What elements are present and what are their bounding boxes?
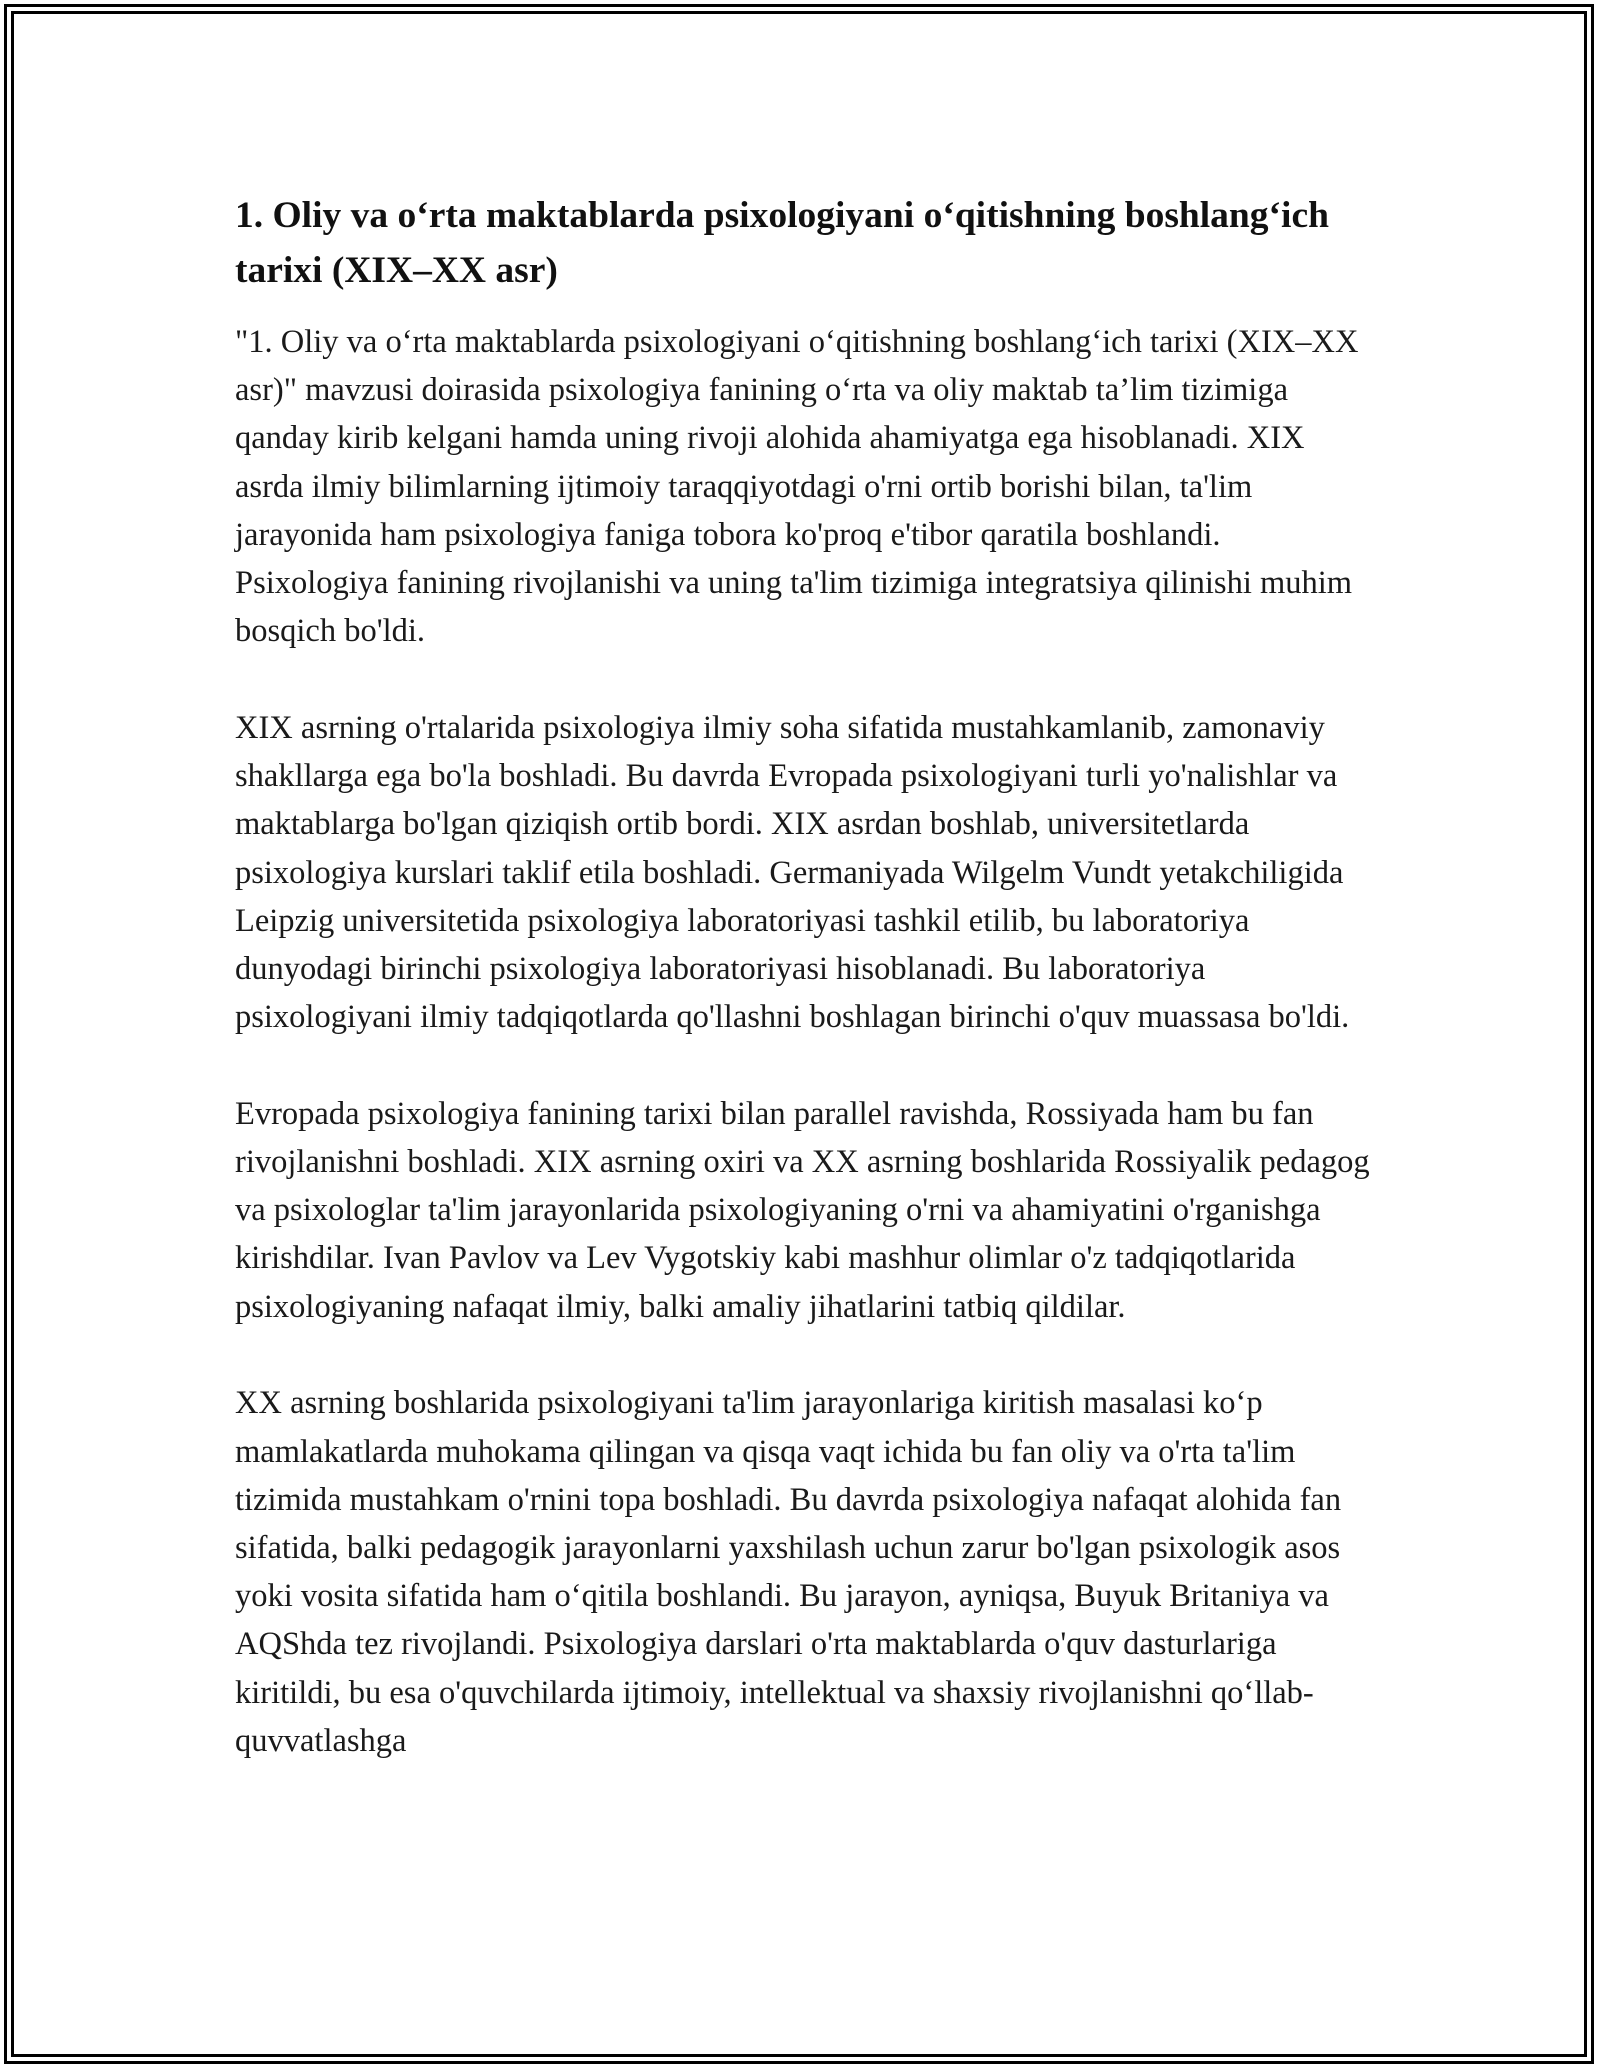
section-heading: 1. Oliy va o‘rta maktablarda psixologiyani o‘qitishning boshlang‘ich tarixi (XIX–XX asr) — [235, 195, 1329, 291]
paragraph-1: "1. Oliy va o‘rta maktablarda psixologiyani o‘qitishning boshlang‘ich tarixi (XIX–XX asr)" mavzusi doirasida psixologiya fanining o‘rta va oliy maktab ta’lim tizimiga qanday kirib kelgani hamda uning rivoji alohida ahamiyatga ega hisoblanadi. XIX asrda ilmiy bilimlarning ijtimoiy taraqqiyotdagi o'rni ortib borishi bilan, ta'lim jarayonida ham psixologiya faniga tobora ko'proq e'tibor qaratila boshlandi. Psixologiya fanining rivojlanishi va uning ta'lim tizimiga integratsiya qilinishi muhim bosqich bo'ldi. — [235, 324, 1359, 650]
paragraph-3: Evropada psixologiya fanining tarixi bilan parallel ravishda, Rossiyada ham bu fan rivojlanishni boshladi. XIX asrning oxiri va XX asrning boshlarida Rossiyalik pedagog va psixologlar ta'lim jarayonlarida psixologiyaning o'rni va ahamiyatini o'rganishga kirishdilar. Ivan Pavlov va Lev Vygotskiy kabi mashhur olimlar o'z tadqiqotlarida psixologiyaning nafaqat ilmiy, balki amaliy jihatlarini tatbiq qildilar. — [235, 1095, 1370, 1325]
paragraph-2: XIX asrning o'rtalarida psixologiya ilmiy soha sifatida mustahkamlanib, zamonaviy shakllarga ega bo'la boshladi. Bu davrda Evropada psixologiyani turli yo'nalishlar va maktablarga bo'lgan qiziqish ortib bordi. XIX asrdan boshlab, universitetlarda psixologiya kurslari taklif etila boshladi. Germaniyada Wilgelm Vundt yetakchiligida Leipzig universitetida psixologiya laboratoriyasi tashkil etilib, bu laboratoriya dunyodagi birinchi psixologiya laboratoriyasi hisoblanadi. Bu laboratoriya psixologiyani ilmiy tadqiqotlarda qo'llashni boshlagan birinchi o'quv muassasa bo'ldi. — [235, 709, 1350, 1036]
paragraph-4: XX asrning boshlarida psixologiyani ta'lim jarayonlariga kiritish masalasi ko‘p mamlakatlarda muhokama qilingan va qisqa vaqt ichida bu fan oliy va o'rta ta'lim tizimida mustahkam o'rnini topa boshladi. Bu davrda psixologiya nafaqat alohida fan sifatida, balki pedagogik jarayonlarni yaxshilash uchun zarur bo'lgan psixologik asos yoki vosita sifatida ham o‘qitila boshlandi. Bu jarayon, ayniqsa, Buyuk Britaniya va AQShda tez rivojlandi. Psixologiya darslari o'rta maktablarda o'quv dasturlariga kiritildi, bu esa o'quvchilarda ijtimoiy, intellektual va shaxsiy rivojlanishni qo‘llab-quvvatlashga — [235, 1385, 1342, 1759]
document-body — [235, 188, 1375, 1813]
